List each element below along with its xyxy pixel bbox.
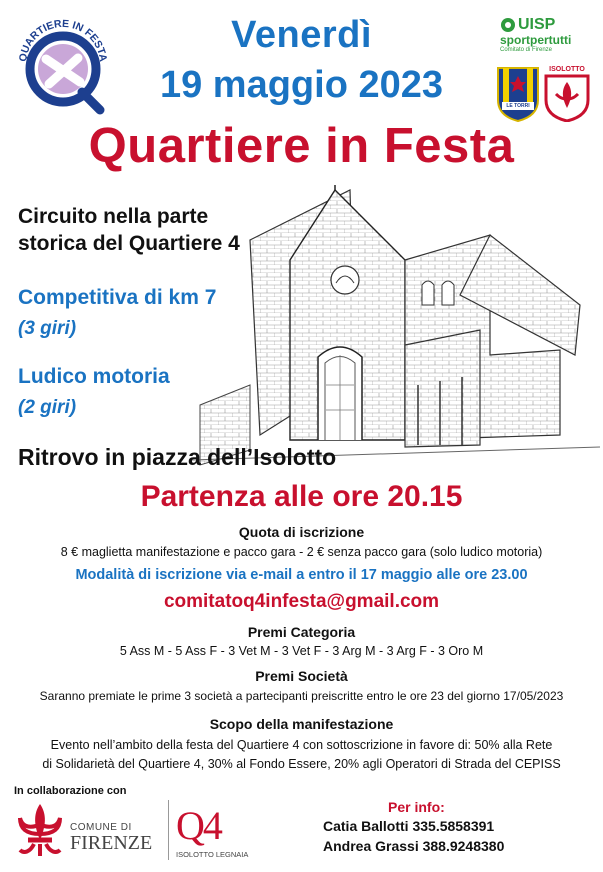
comune-label-1: COMUNE DI — [70, 822, 132, 833]
le-torri-label: LE TORRI — [506, 103, 530, 109]
competitiva-label: Competitiva di km 7 — [18, 286, 217, 309]
ludico-laps: (2 giri) — [18, 397, 77, 418]
competitiva-laps: (3 giri) — [18, 318, 77, 339]
uisp-name: UISP — [518, 16, 556, 33]
q4-logo — [176, 802, 256, 862]
collaboration-label: In collaborazione con — [14, 785, 127, 797]
start-time: Partenza alle ore 20.15 — [140, 480, 463, 513]
q4-mark: Q4 — [176, 803, 221, 848]
event-day: Venerdì — [231, 14, 372, 56]
church-sketch-illustration — [190, 185, 600, 485]
q4-subtitle: ISOLOTTO LEGNAIA — [176, 850, 249, 859]
shield-icon — [496, 66, 540, 122]
uisp-subtitle: Comitato di Firenze — [500, 47, 553, 53]
fee-text: 8 € maglietta manifestazione e pacco gara - 2 € senza pacco gara (solo ludico motoria) — [60, 545, 543, 559]
intro-line-2: storica del Quartiere 4 — [18, 232, 240, 255]
category-prizes-heading: Premi Categoria — [247, 624, 356, 640]
registration-method: Modalità di iscrizione via e-mail a entro il 17 maggio alle ore 23.00 — [75, 567, 528, 583]
uisp-logo — [500, 16, 590, 62]
contact-email[interactable]: comitatoq4infesta@gmail.com — [163, 591, 440, 612]
ludico-label: Ludico motoria — [18, 365, 170, 388]
club-prizes-text: Saranno premiate le prime 3 società a partecipanti preiscritte entro le ore 23 del giorno 17/05/2023 — [39, 689, 564, 703]
purpose-line-1: Evento nell’ambito della festa del Quartiere 4 con sottoscrizione in favore di: 50% alla Rete — [50, 738, 553, 752]
club-prizes-heading: Premi Società — [255, 668, 348, 684]
uisp-mark-icon — [500, 17, 516, 33]
event-title: Quartiere in Festa — [88, 119, 515, 173]
intro-line-1: Circuito nella parte — [18, 205, 209, 228]
comune-firenze-logo — [14, 800, 164, 860]
contact-1: Catia Ballotti 335.5858391 — [323, 818, 495, 834]
comune-label-2: FIRENZE — [70, 832, 153, 854]
florence-lily-icon — [14, 800, 66, 858]
event-date: 19 maggio 2023 — [159, 64, 444, 106]
info-label: Per info: — [388, 799, 445, 815]
qif-logo-text: QUARTIERE IN FESTA — [16, 17, 110, 63]
uisp-tagline: sportpertutti — [500, 33, 572, 47]
contact-2: Andrea Grassi 388.9248380 — [323, 838, 505, 854]
le-torri-crest — [496, 66, 540, 122]
isolotto-label: ISOLOTTO — [549, 66, 585, 73]
category-prizes-text: 5 Ass M - 5 Ass F - 3 Vet M - 3 Vet F - 3 Arg M - 3 Arg F - 3 Oro M — [119, 644, 484, 658]
isolotto-crest — [544, 66, 590, 122]
lily-shield-icon — [544, 66, 590, 122]
logo-divider — [168, 800, 169, 860]
purpose-heading: Scopo della manifestazione — [209, 716, 394, 732]
purpose-line-2: di Solidarietà del Quartiere 4, 30% al Fondo Essere, 20% agli Operatori di Strada del CEPISS — [42, 757, 561, 771]
meeting-point: Ritrovo in piazza dell’Isolotto — [18, 444, 337, 470]
fee-heading: Quota di iscrizione — [238, 524, 365, 540]
